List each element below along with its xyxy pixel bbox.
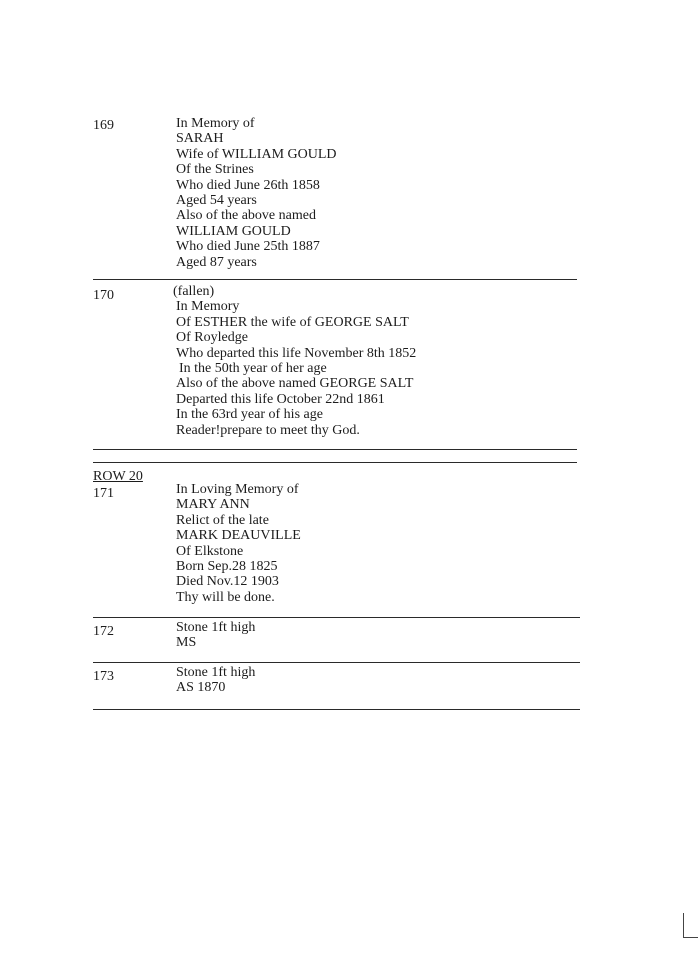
inscription-line: AS 1870 xyxy=(176,680,226,696)
inscription-line: Departed this life October 22nd 1861 xyxy=(176,391,385,407)
inscription-line: Also of the above named xyxy=(176,208,316,224)
inscription-line: WILLIAM GOULD xyxy=(176,223,291,239)
inscription xyxy=(176,665,596,696)
inscription-line: Who died June 25th 1887 xyxy=(176,239,320,255)
inscription-line: Died Nov.12 1903 xyxy=(176,574,279,590)
divider-line xyxy=(93,709,580,710)
inscription-line: SARAH xyxy=(176,131,224,147)
inscription-line: In Memory xyxy=(176,299,240,315)
inscription-line: MS xyxy=(176,635,197,651)
inscription-line: Wife of WILLIAM GOULD xyxy=(176,146,337,162)
divider-line xyxy=(93,462,577,463)
inscription-line: Reader!prepare to meet thy God. xyxy=(176,422,360,438)
entry-number: 169 xyxy=(93,118,114,133)
inscription-line: Of the Strines xyxy=(176,162,254,178)
inscription-line: In the 63rd year of his age xyxy=(176,407,323,423)
inscription-line: Of Elkstone xyxy=(176,543,244,559)
entry-number: 170 xyxy=(93,288,114,303)
inscription-line: In the 50th year of her age xyxy=(179,361,327,377)
inscription xyxy=(176,482,596,605)
entry-number: 172 xyxy=(93,624,114,639)
inscription-line: Also of the above named GEORGE SALT xyxy=(176,376,414,392)
inscription-line: MARK DEAUVILLE xyxy=(176,528,301,544)
inscription-line: Aged 87 years xyxy=(176,254,257,270)
inscription-line: Thy will be done. xyxy=(176,589,275,605)
inscription xyxy=(173,284,596,438)
inscription-line: Of Royledge xyxy=(176,330,248,346)
inscription-line: Stone 1ft high xyxy=(176,665,256,680)
inscription xyxy=(176,620,596,651)
inscription-line: In Memory of xyxy=(176,116,255,131)
divider-line xyxy=(93,617,580,618)
inscription-line: Aged 54 years xyxy=(176,193,257,209)
row-label: ROW 20 xyxy=(93,469,143,484)
inscription-line: Born Sep.28 1825 xyxy=(176,559,278,575)
divider-line xyxy=(93,449,577,450)
inscription-line: Relict of the late xyxy=(176,512,269,528)
divider-line xyxy=(93,279,577,280)
divider-line xyxy=(93,662,580,663)
inscription-line: Stone 1ft high xyxy=(176,620,256,635)
inscription-line: In Loving Memory of xyxy=(176,482,299,497)
inscription-line: Who died June 26th 1858 xyxy=(176,177,320,193)
inscription xyxy=(176,116,596,270)
inscription-line: Who departed this life November 8th 1852 xyxy=(176,345,417,361)
scan-corner-mark xyxy=(683,913,698,938)
entry-number: 173 xyxy=(93,669,114,684)
inscription-line: MARY ANN xyxy=(176,497,250,513)
inscription-line: Of ESTHER the wife of GEORGE SALT xyxy=(176,314,409,330)
entry-number: 171 xyxy=(93,486,114,501)
inscription-line: (fallen) xyxy=(173,284,215,299)
